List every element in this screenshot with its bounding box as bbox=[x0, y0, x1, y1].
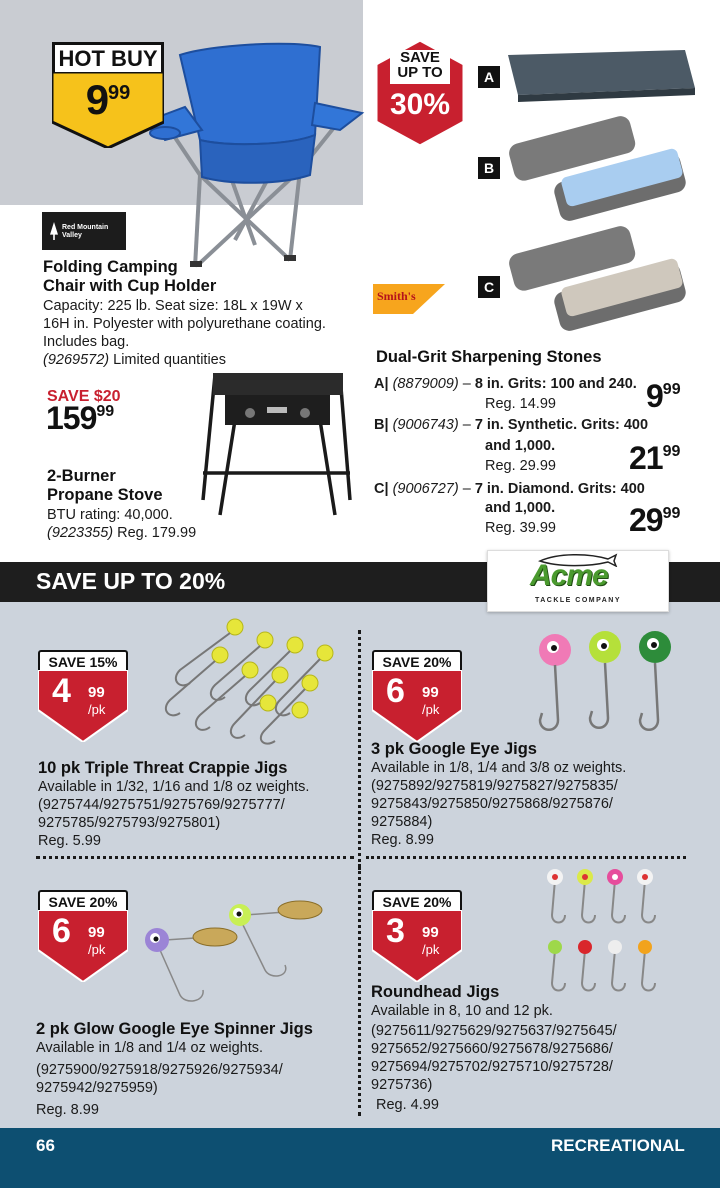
google-eye-description: Available in 1/8, 1/4 and 3/8 oz weights. (9275892/9275819/9275827/9275835/ 9275843/9275850/9275868/9275876/ 9275884) Reg. 8.99 bbox=[371, 760, 627, 848]
stone-label-c: C bbox=[478, 276, 500, 298]
stone-item-c-reg: Reg. 39.99 bbox=[485, 520, 556, 536]
crappie-jigs-image bbox=[160, 615, 350, 750]
smiths-logo: Smith's bbox=[373, 284, 445, 314]
stones-title: Dual-Grit Sharpening Stones bbox=[376, 348, 602, 366]
stone-item-b-desc2: and 1,000. bbox=[485, 438, 556, 454]
google-eye-jigs-image bbox=[530, 625, 680, 740]
stone-item-b: B| (9006743) – 7 in. Synthetic. Grits: 400 bbox=[374, 417, 649, 433]
roundhead-jigs-image bbox=[540, 865, 665, 995]
stone-label-b: B bbox=[478, 157, 500, 179]
acme-tackle-logo: Acme TACKLE COMPANY bbox=[487, 550, 669, 612]
crappie-price-badge: SAVE 15% 4 99 /pk bbox=[38, 650, 128, 740]
stone-label-a: A bbox=[478, 66, 500, 88]
stove-title: 2-Burner Propane Stove bbox=[47, 467, 163, 504]
stone-item-c-desc2: and 1,000. bbox=[485, 500, 556, 516]
roundhead-price-badge: SAVE 20% 3 99 /pk bbox=[372, 890, 462, 980]
spinner-jigs-image bbox=[135, 890, 330, 1010]
sharpening-stones-image bbox=[500, 40, 700, 340]
stone-item-a-price: 999 bbox=[646, 378, 681, 414]
stove-sku: (9223355) bbox=[47, 525, 114, 541]
stones-save-badge: SAVE UP TO 30% bbox=[374, 38, 466, 148]
banner-title: SAVE UP TO 20% bbox=[36, 568, 226, 594]
page-number: 66 bbox=[36, 1136, 55, 1155]
crappie-title: 10 pk Triple Threat Crappie Jigs bbox=[38, 759, 288, 777]
stone-item-c: C| (9006727) – 7 in. Diamond. Grits: 400 bbox=[374, 481, 645, 497]
divider-vertical-bottom bbox=[358, 864, 361, 1116]
propane-stove-image bbox=[195, 365, 360, 525]
stone-item-b-price: 2199 bbox=[629, 440, 681, 476]
divider-vertical-top bbox=[358, 630, 361, 870]
tree-icon bbox=[50, 222, 58, 240]
spinner-description: Available in 1/8 and 1/4 oz weights. (9275900/9275918/9275926/9275934/ 9275942/9275959) Reg. 8.99 bbox=[36, 1040, 283, 1118]
stone-item-c-price: 2999 bbox=[629, 502, 681, 538]
hot-buy-badge bbox=[52, 42, 164, 148]
divider-horizontal-right bbox=[366, 856, 686, 859]
chair-sku: (9269572) bbox=[43, 352, 110, 368]
spinner-title: 2 pk Glow Google Eye Spinner Jigs bbox=[36, 1020, 313, 1038]
spinner-price-badge: SAVE 20% 6 99 /pk bbox=[38, 890, 128, 980]
red-mountain-valley-logo: Red Mountain Valley bbox=[42, 212, 126, 250]
roundhead-title: Roundhead Jigs bbox=[371, 983, 500, 1001]
section-name: RECREATIONAL bbox=[551, 1136, 685, 1155]
stove-price: 15999 bbox=[46, 400, 115, 436]
google-eye-title: 3 pk Google Eye Jigs bbox=[371, 740, 537, 758]
stone-item-b-reg: Reg. 29.99 bbox=[485, 458, 556, 474]
stone-item-a: A| (8879009) – 8 in. Grits: 100 and 240. bbox=[374, 376, 637, 392]
crappie-description: Available in 1/32, 1/16 and 1/8 oz weights. (9275744/9275751/9275769/9275777/ 9275785/9275793/9275801) Reg. 5.99 bbox=[38, 779, 310, 849]
google-eye-price-badge: SAVE 20% 6 99 /pk bbox=[372, 650, 462, 740]
chair-title: Folding Camping Chair with Cup Holder bbox=[43, 258, 217, 295]
stove-save-label: SAVE $20 bbox=[47, 388, 121, 405]
stone-item-a-reg: Reg. 14.99 bbox=[485, 396, 556, 412]
hot-buy-price-shape bbox=[52, 72, 164, 148]
roundhead-description: Available in 8, 10 and 12 pk. (9275611/9275629/9275637/9275645/ 9275652/9275660/9275678/9275686/ 9275694/9275702/9275710/9275728/ 9275736) Reg. 4.99 bbox=[371, 1003, 617, 1113]
stove-description: BTU rating: 40,000. (9223355) Reg. 179.99 bbox=[47, 507, 197, 541]
chair-description: Capacity: 225 lb. Seat size: 18L x 19W x 16H in. Polyester with polyurethane coating. Includes bag. (9269572) Limited quantities bbox=[43, 298, 326, 368]
hot-buy-label: HOT BUY bbox=[52, 42, 164, 72]
camping-chair-image bbox=[140, 35, 365, 275]
divider-horizontal-left bbox=[36, 856, 354, 859]
hot-buy-price: 999 bbox=[85, 76, 131, 123]
